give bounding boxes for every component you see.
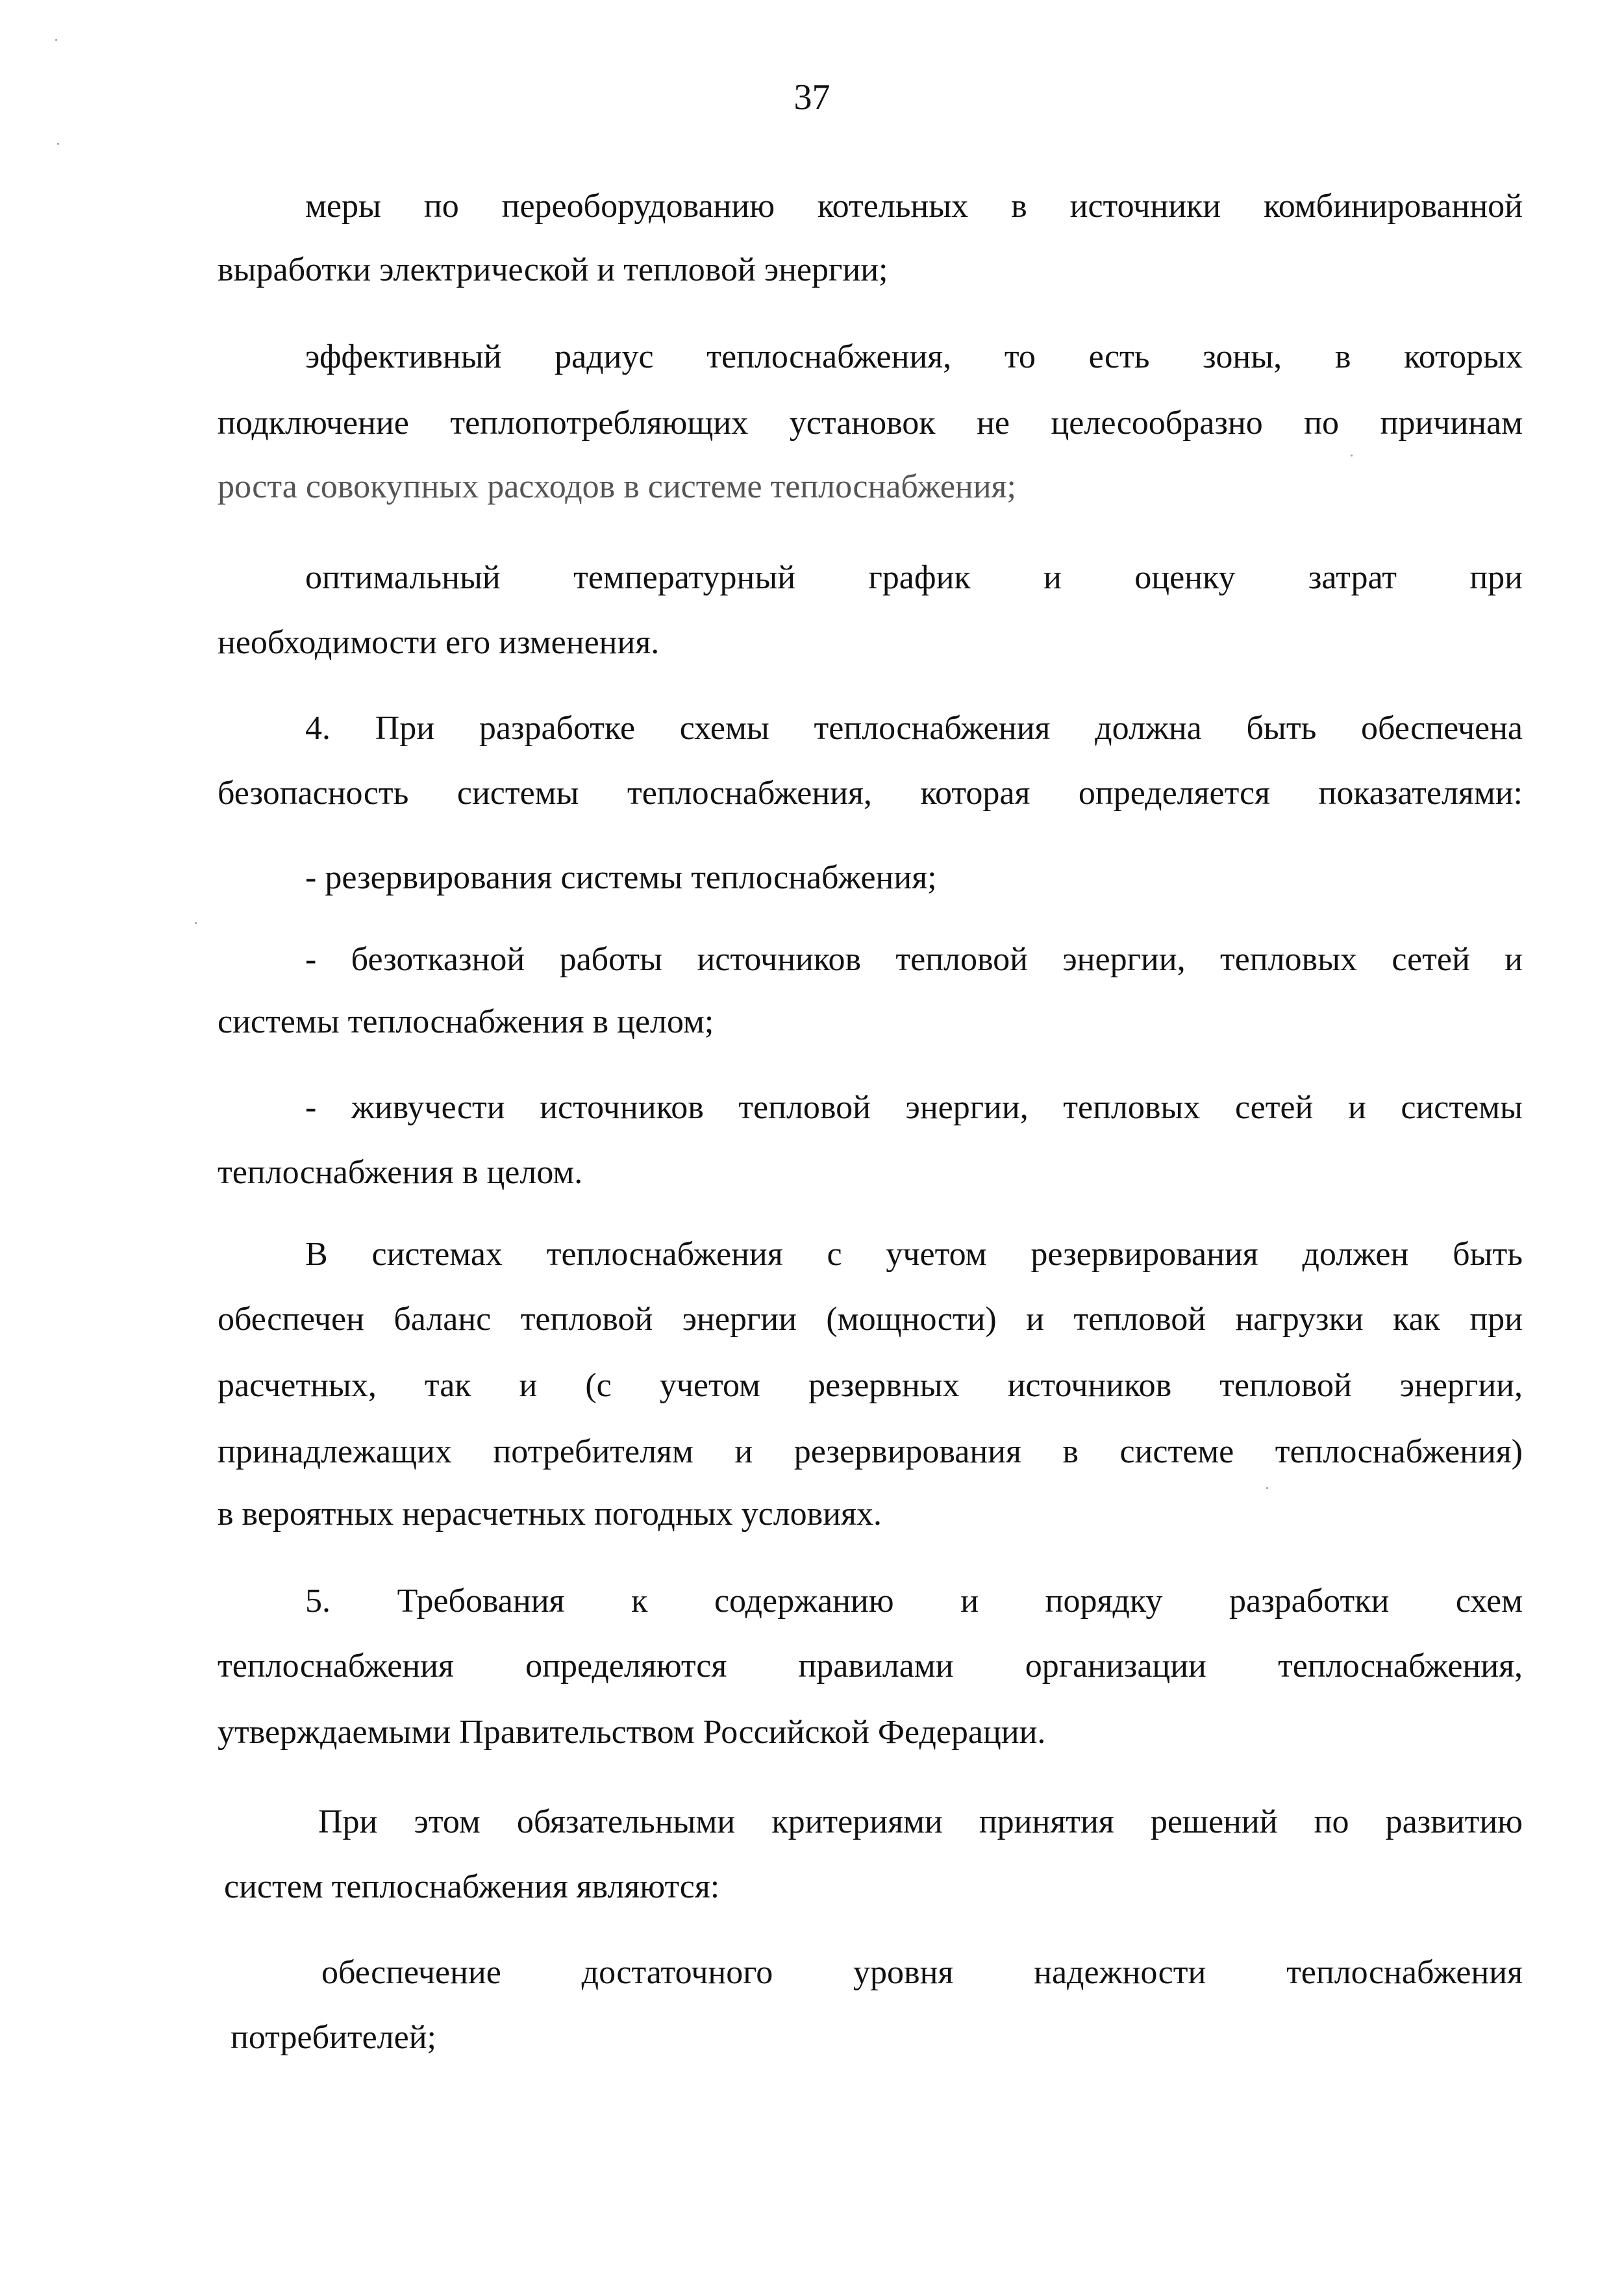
scan-speck <box>57 143 59 145</box>
text-line: обеспечение достаточного уровня надежности теплоснабжения <box>321 1954 1523 1991</box>
text-line: систем теплоснабжения являются: <box>224 1868 720 1905</box>
scan-speck <box>55 39 57 41</box>
text-line: безопасность системы теплоснабжения, которая определяется показателями: <box>218 775 1523 812</box>
text-line: принадлежащих потребителям и резервирования в системе теплоснабжения) <box>218 1433 1523 1470</box>
text-line: необходимости его изменения. <box>218 624 660 661</box>
scan-speck <box>1266 1487 1268 1489</box>
text-line: оптимальный температурный график и оценку затрат при <box>305 559 1523 596</box>
text-line: потребителей; <box>231 2019 436 2056</box>
text-line: расчетных, так и (с учетом резервных источников тепловой энергии, <box>218 1367 1523 1404</box>
text-line: 5. Требования к содержанию и порядку разработки схем <box>305 1583 1523 1620</box>
text-line: 4. При разработке схемы теплоснабжения должна быть обеспечена <box>305 710 1523 747</box>
text-line: меры по переоборудованию котельных в источники комбинированной <box>305 188 1523 225</box>
text-line: утверждаемыми Правительством Российской Федерации. <box>218 1714 1046 1751</box>
text-line: - безотказной работы источников тепловой энергии, тепловых сетей и <box>305 941 1523 978</box>
text-line: В системах теплоснабжения с учетом резервирования должен быть <box>305 1236 1523 1273</box>
text-line: эффективный радиус теплоснабжения, то есть зоны, в которых <box>305 338 1523 375</box>
text-line: в вероятных нерасчетных погодных условиях. <box>218 1496 882 1533</box>
text-line: При этом обязательными критериями принятия решений по развитию <box>318 1803 1523 1840</box>
text-line: обеспечен баланс тепловой энергии (мощности) и тепловой нагрузки как при <box>218 1301 1523 1338</box>
text-line: системы теплоснабжения в целом; <box>218 1003 714 1040</box>
text-line: выработки электрической и тепловой энергии; <box>218 251 888 288</box>
text-line: роста совокупных расходов в системе теплоснабжения; <box>218 468 1016 505</box>
text-line: теплоснабжения в целом. <box>218 1154 583 1191</box>
scan-speck <box>1351 455 1353 457</box>
scan-speck <box>195 922 197 924</box>
text-line: подключение теплопотребляющих установок не целесообразно по причинам <box>218 405 1523 442</box>
text-line: - живучести источников тепловой энергии, тепловых сетей и системы <box>305 1089 1523 1126</box>
text-line: - резервирования системы теплоснабжения; <box>305 859 937 896</box>
page-number: 37 <box>793 77 831 118</box>
text-line: теплоснабжения определяются правилами организации теплоснабжения, <box>218 1647 1523 1685</box>
